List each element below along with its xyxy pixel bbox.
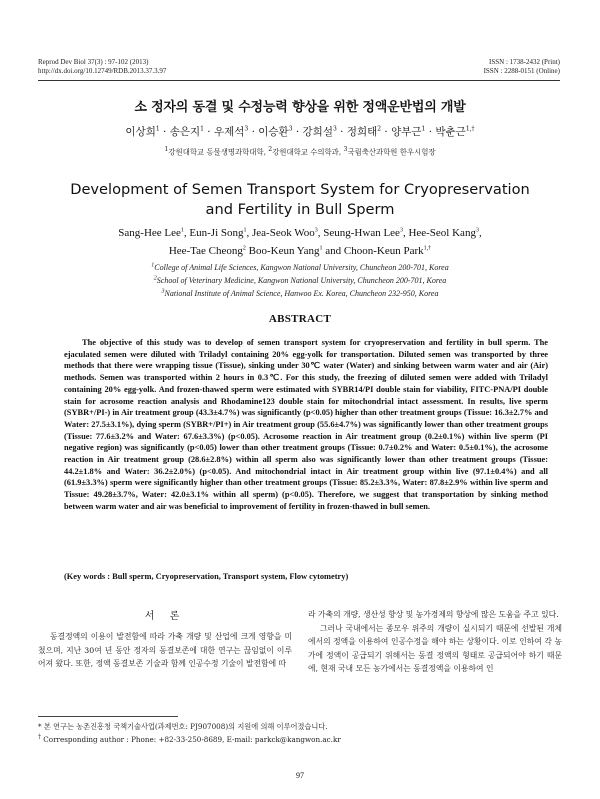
korean-authors: 이상희$^1$ · 송은지$^1$ · 우제석$^3$ · 이승환$^3$ · 강희설$^3$ · 정희태$^2$ · 양부근$^1$ · 박춘근$^{1,\dagger}$ <box>125 125 475 138</box>
footnote-divider <box>38 716 178 717</box>
english-authors-line2: Hee-Tae Cheong$^2$ Boo-Keun Yang$^1$ and Choon-Keun Park$^{1,\dagger}$ <box>168 245 432 257</box>
keywords: (Key words : Bull sperm, Cryopreservation, Transport system, Flow cytometry) <box>64 572 349 581</box>
korean-title: 소 정자의 동결 및 수정능력 향상을 위한 정액운반법의 개발 <box>134 100 466 115</box>
journal-header-right <box>484 58 560 76</box>
funding-footnote: * 본 연구는 농촌진흥청 국책기술사업(과제번호: PJ907008)의 지원에 의해 이루어졌습니다. <box>38 722 328 731</box>
introduction-heading: 서 론 <box>144 611 186 622</box>
english-title-line1: Development of Semen Transport System for Cryopreservation <box>70 181 530 198</box>
intro-paragraph-1: 동결정액의 이용이 발전함에 따라 가축 개량 및 산업에 크게 영향을 미쳤으며, 지난 30여 년 동안 정자의 동결보존에 대한 연구는 끊임없이 이루어져 왔다. 또한, 정액 동결보존 기술과 함께 인공수정 기술이 발전함에 따 <box>38 632 292 669</box>
english-title-line2: and Fertility in Bull Sperm <box>205 201 395 218</box>
introduction-left-column <box>38 630 292 671</box>
doi-link[interactable]: http://dx.doi.org/10.12749/RDB.2013.37.3.97 <box>38 67 167 75</box>
affiliation-1: $^1$College of Animal Life Sciences, Kangwon National University, Chuncheon 200-701, Korea <box>151 262 449 272</box>
abstract-body: The objective of this study was to develop of semen transport system for cryopreservation and fertility in bull sperm. The ejaculated semen were diluted with Triladyl containing 20% egg-yolk for transportation. Diluted semen was transported by three methods that there were wrapping tissue (Tissue), sinking under 30℃ water (Water) and sinking between warm water and air (Air) methods. Semen was transported within 2 hours in 0.3℃. For this study, the freezing of diluted semen were added with Triladyl containing 20% egg-yolk. And frozen-thawed sperm were estimated with SYBR14/PI double stain for viability, FITC-PNA/PI double stain for acrosome reaction analysis and Rhodamine123 double stain for mitochondrial intact assessment. In results, live sperm (SYBR+/PI-) in Air treatment group (43.3±4.7%) was significantly (p<0.05) higher than other treatment groups (Tissue: 16.3±2.7% and Water: 27.5±3.1%), dying sperm (SYBR+/PI+) in Air treatment group (55.6±4.7%) was significantly lower than other treatment groups (Tissue: 77.6±3.2% and Water: 67.6±3.3%) (p<0.05). Acrosome reaction in Air treatment group (0.2±0.1%) within live sperm (PI negative region) was significantly (p<0.05) lower than other treatment groups (Tissue: 0.7±0.2% and Water: 0.5±0.1%), the acrosome reaction in Air treatment group (28.6±2.8%) within all sperm also was significantly lower than other treatment groups (Tissue: 44.2±1.8% and Water: 36.2±2.0%) (p<0.05). And mitochondrial intact in Air treatment group within live (97.1±0.4%) and all (61.9±3.3%) sperm were significantly higher than other treatment groups (Tissue: 85.2±3.3%, Water: 87.8±2.9% within live sperm and Tissue: 49.28±3.7%, Water: 42.0±3.1% within all sperm) (p<0.05). Therefore, we suggest that transportation by sinking method between warm water and air was beneficial to improvement of fertility in frozen-thawed in bull semen. <box>64 338 548 511</box>
abstract-heading: ABSTRACT <box>268 313 332 325</box>
english-title <box>0 180 600 220</box>
introduction-right-column <box>308 608 562 676</box>
journal-header-left <box>38 58 166 76</box>
issn-print: ISSN : 1738-2432 (Print) <box>489 58 560 66</box>
page-number: 97 <box>296 771 304 780</box>
intro-paragraph-2: 그러나 국내에서는 종모우 위주의 개량이 실시되기 때문에 선발된 개체에서의 정액을 이용하여 인공수정을 해야 하는 상황이다. 이로 인하여 각 농가에 정액이 공급되기 위해서는 동결 정액의 형태로 공급되어야 하기 때문에, 현재 국내 모든 농가에서는 동결정액을 이용하여 인 <box>308 623 562 674</box>
intro-paragraph-1-continued: 라 가축의 개량, 생산성 향상 및 농가경제의 향상에 많은 도움을 주고 있다. <box>308 610 559 619</box>
header-divider <box>38 80 560 81</box>
issn-online: ISSN : 2288-0151 (Online) <box>483 67 560 75</box>
english-authors-line1: Sang-Hee Lee$^1$, Eun-Ji Song$^1$, Jea-Seok Woo$^3$, Seung-Hwan Lee$^3$, Hee-Seol Kang$^3$, <box>118 227 482 239</box>
journal-citation: Reprod Dev Biol 37(3) : 97-102 (2013) <box>38 58 149 66</box>
affiliation-3: $^3$National Institute of Animal Science, Hanwoo Ex. Korea, Chuncheon 232-950, Korea <box>161 288 439 298</box>
english-authors <box>0 224 600 260</box>
korean-affiliations: $^1$강원대학교 동물생명과학대학, $^2$강원대학교 수의학과, $^3$국립축산과학원 한우시험장 <box>164 146 436 157</box>
affiliation-2: $^2$School of Veterinary Medicine, Kangwon National University, Chuncheon 200-701, Korea <box>153 275 447 285</box>
corresponding-author-footnote: † Corresponding author : Phone: +82-33-250-8689, E-mail: parkck@kangwon.ac.kr <box>38 733 341 744</box>
